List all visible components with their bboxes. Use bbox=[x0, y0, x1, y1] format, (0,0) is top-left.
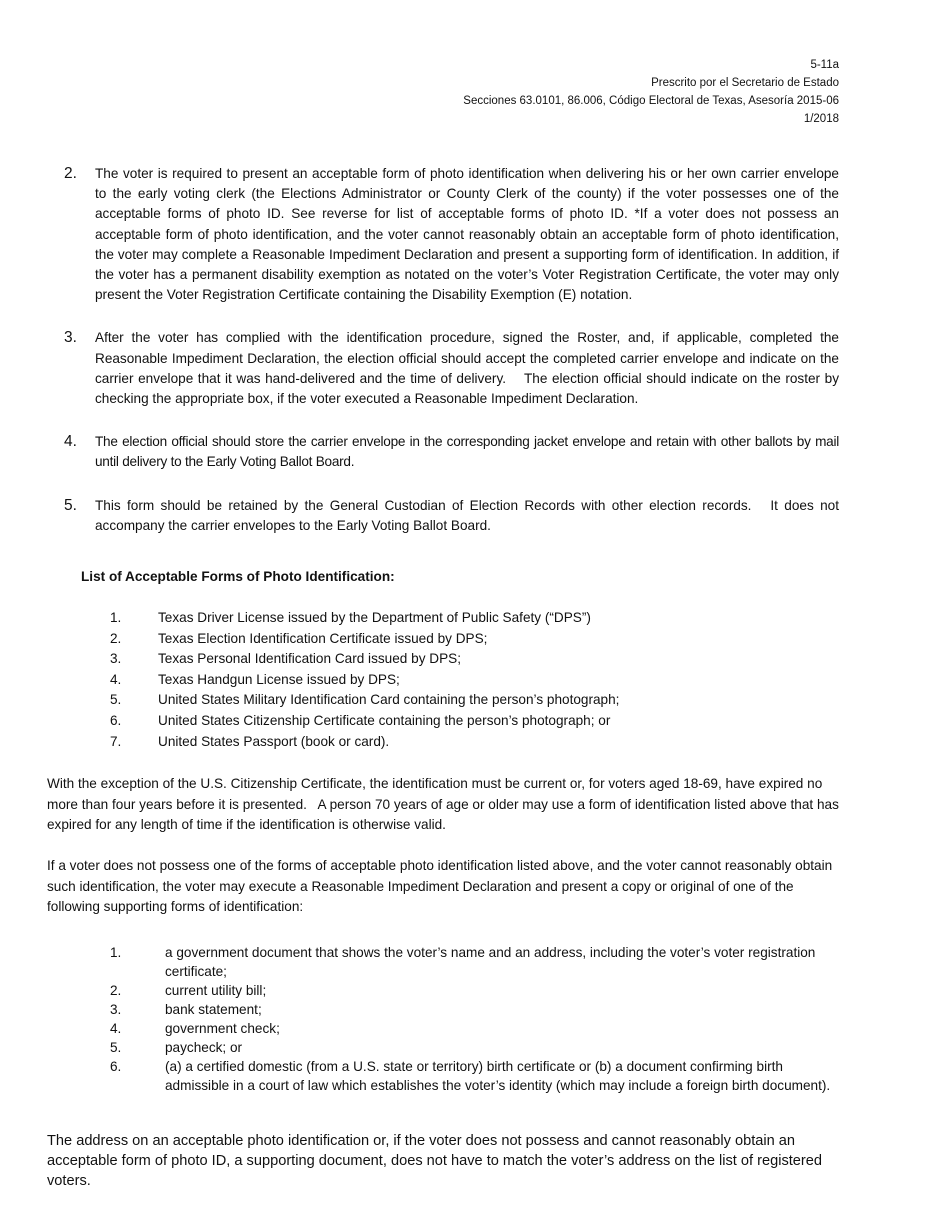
supporting-id-list bbox=[110, 943, 835, 1095]
list-item-number: 7. bbox=[110, 733, 122, 749]
list-item-text: bank statement; bbox=[165, 1002, 262, 1017]
code-sections: Secciones 63.0101, 86.006, Código Electoral de Texas, Asesoría 2015-06 bbox=[463, 95, 839, 107]
list-item-text: United States Passport (book or card). bbox=[158, 733, 390, 749]
step-3 bbox=[64, 328, 843, 409]
list-item-text: paycheck; or bbox=[165, 1040, 243, 1055]
step-text: This form should be retained by the General Custodian of Election Records with other election records. It does not accompany the carrier envelopes to the Early Voting Ballot Board. bbox=[95, 497, 843, 533]
list-item-text: Texas Election Identification Certificate issued by DPS; bbox=[158, 630, 488, 646]
list-item-text: United States Military Identification Card containing the person’s photograph; bbox=[158, 692, 620, 708]
list-item bbox=[110, 1000, 835, 1019]
list-item-text: United States Citizenship Certificate containing the person’s photograph; or bbox=[158, 712, 611, 728]
list-item-text: (a) a certified domestic (from a U.S. state or territory) birth certificate or (b) a document confirming birth admissible in a court of law which establishes the voter’s identity (which may include a foreign birth document). bbox=[165, 1059, 831, 1093]
step-number: 2. bbox=[64, 165, 77, 182]
list-item-number: 6. bbox=[110, 1059, 122, 1074]
photo-id-list-title: List of Acceptable Forms of Photo Identification: bbox=[81, 569, 395, 584]
photo-id-list bbox=[110, 608, 830, 752]
list-item-text: Texas Personal Identification Card issued by DPS; bbox=[158, 651, 461, 667]
list-item-number: 3. bbox=[110, 651, 122, 667]
list-item bbox=[110, 981, 835, 1000]
no-photo-id-paragraph: If a voter does not possess one of the forms of acceptable photo identification listed above, and the voter cannot reasonably obtain such identification, the voter may execute a Reasonable Impediment Declaration and present a copy or original of one of the following supporting forms of identification: bbox=[47, 858, 833, 914]
form-number: 5-11a bbox=[810, 59, 839, 71]
list-item bbox=[110, 943, 835, 981]
step-5 bbox=[64, 496, 843, 536]
expiration-paragraph: With the exception of the U.S. Citizenship Certificate, the identification must be current or, for voters aged 18-69, have expired no more than four years before it is presented. A person 70 years of age or older may use a form of identification listed above that has expired for any length of time if the identification is otherwise valid. bbox=[47, 776, 843, 832]
list-item-number: 5. bbox=[110, 1040, 122, 1055]
list-item bbox=[110, 670, 830, 691]
list-item-text: Texas Handgun License issued by DPS; bbox=[158, 671, 400, 687]
list-item bbox=[110, 629, 830, 650]
list-item bbox=[110, 711, 830, 732]
list-item-number: 4. bbox=[110, 671, 122, 687]
list-item-number: 2. bbox=[110, 983, 122, 998]
list-item bbox=[110, 732, 830, 753]
step-number: 3. bbox=[64, 329, 77, 347]
list-item-number: 4. bbox=[110, 1021, 122, 1036]
form-date: 1/2018 bbox=[803, 113, 839, 125]
list-item bbox=[110, 608, 830, 629]
list-item bbox=[110, 1057, 835, 1095]
step-number: 4. bbox=[64, 433, 77, 451]
instruction-steps bbox=[64, 164, 843, 559]
step-2 bbox=[64, 164, 839, 305]
step-number: 5. bbox=[64, 496, 77, 514]
list-item bbox=[110, 649, 830, 670]
list-item bbox=[110, 1038, 835, 1057]
step-text: After the voter has complied with the identification procedure, signed the Roster, and, if applicable, completed the Reasonable Impediment Declaration, the election official should accept the completed carrier envelope and indicate on the carrier envelope that it was hand-delivered and the time of delivery. The election official should indicate on the roster by checking the appropriate box, if the voter executed a Reasonable Impediment Declaration. bbox=[95, 330, 843, 407]
prescribed-by: Prescrito por el Secretario de Estado bbox=[651, 77, 839, 89]
list-item-number: 6. bbox=[110, 712, 122, 728]
list-item-text: Texas Driver License issued by the Department of Public Safety (“DPS”) bbox=[158, 610, 591, 625]
list-item-text: current utility bill; bbox=[165, 983, 267, 998]
list-item-number: 5. bbox=[110, 692, 122, 708]
step-4 bbox=[64, 432, 839, 472]
list-item bbox=[110, 1019, 835, 1038]
list-item-number: 1. bbox=[110, 945, 122, 960]
form-header bbox=[463, 56, 839, 128]
list-item bbox=[110, 690, 830, 711]
step-text: The election official should store the carrier envelope in the corresponding jacket envelope and retain with other ballots by mail until delivery to the Early Voting Ballot Board. bbox=[95, 434, 839, 470]
list-item-text: a government document that shows the voter’s name and an address, including the voter’s voter registration certificate; bbox=[165, 945, 816, 979]
list-item-number: 1. bbox=[110, 610, 122, 625]
list-item-number: 2. bbox=[110, 630, 122, 646]
list-item-text: government check; bbox=[165, 1021, 280, 1036]
list-item-number: 3. bbox=[110, 1002, 122, 1017]
address-match-paragraph: The address on an acceptable photo identification or, if the voter does not possess and cannot reasonably obtain an acceptable form of photo ID, a supporting document, does not have to match the voter’s address on the list of registered voters. bbox=[47, 1133, 823, 1189]
step-text: The voter is required to present an acceptable form of photo identification when delivering his or her own carrier envelope to the early voting clerk (the Elections Administrator or County Clerk of the county) if the voter possesses one of the acceptable forms of photo ID. See reverse for list of acceptable forms of photo ID. *If a voter does not possess an acceptable form of photo identification, and the voter cannot reasonably obtain an acceptable form of photo identification, the voter may complete a Reasonable Impediment Declaration and present a supporting form of identification. In addition, if the voter has a permanent disability exemption as notated on the voter’s Voter Registration Certificate, the voter may only present the Voter Registration Certificate containing the Disability Exemption (E) notation. bbox=[95, 166, 839, 303]
